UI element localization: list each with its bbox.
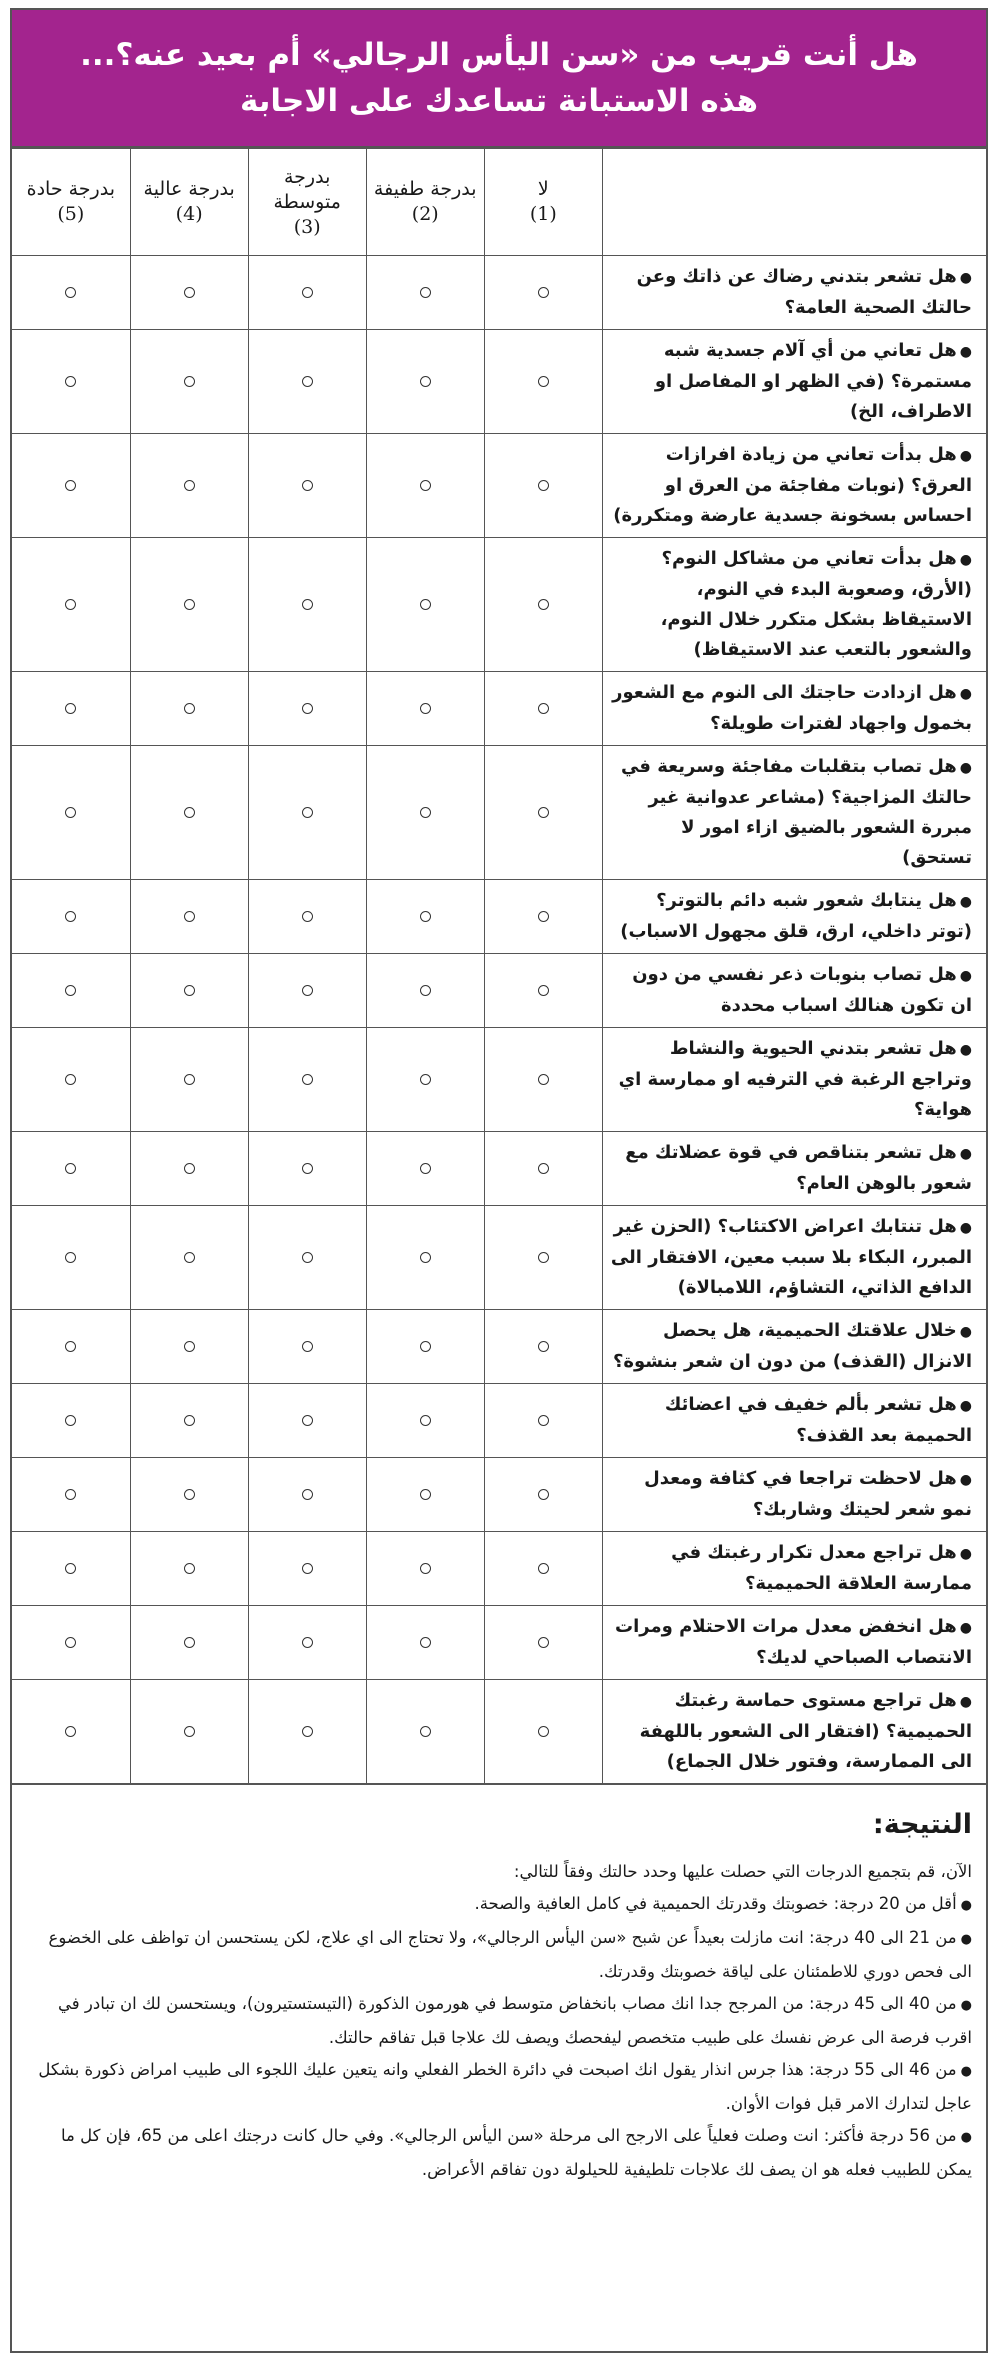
option-cell [366,1206,484,1310]
option-cell [12,672,130,746]
option-cell [248,330,366,434]
radio-option-3[interactable] [302,1637,313,1648]
option-cell [366,746,484,880]
radio-option-4[interactable] [184,1252,195,1263]
option-cell [248,746,366,880]
radio-option-3[interactable] [302,1341,313,1352]
bullet-icon: ● [959,894,972,910]
option-cell [12,330,130,434]
radio-option-2[interactable] [420,807,431,818]
radio-option-3[interactable] [302,1252,313,1263]
radio-option-3[interactable] [302,1163,313,1174]
radio-option-5[interactable] [65,1726,76,1737]
question-text: هل تراجع معدل تكرار رغبتك في ممارسة العلاقة الحميمية؟ [671,1542,972,1594]
option-cell [248,434,366,538]
option-cell [248,1532,366,1606]
title-line-1: هل أنت قريب من «سن اليأس الرجالي» أم بعيد عنه؟... [80,37,918,73]
option-cell [248,1384,366,1458]
option-cell [366,1606,484,1680]
radio-option-2[interactable] [420,1563,431,1574]
radio-option-5[interactable] [65,1637,76,1648]
result-item [26,2054,972,2120]
radio-option-5[interactable] [65,1415,76,1426]
radio-option-3[interactable] [302,911,313,922]
column-label: بدرجة متوسطة [273,165,341,213]
radio-option-4[interactable] [184,1563,195,1574]
option-cell [12,880,130,954]
radio-option-2[interactable] [420,599,431,610]
radio-option-3[interactable] [302,287,313,298]
option-cell [12,538,130,672]
option-cell [366,434,484,538]
table-row [12,256,986,330]
option-cell [130,1310,248,1384]
bullet-icon: ● [960,2064,972,2079]
question-text: هل بدأت تعاني من مشاكل النوم؟ (الأرق، وصعوبة البدء في النوم، الاستيقاظ بشكل متكرر خلال النوم، والشعور بالتعب عند الاستيقاظ) [660,548,972,660]
option-cell [12,1132,130,1206]
option-cell [366,954,484,1028]
column-score: (5) [57,203,85,225]
option-cell [484,954,602,1028]
bullet-icon: ● [960,1898,972,1913]
column-label: بدرجة حادة [26,178,115,200]
option-cell [130,1132,248,1206]
radio-option-2[interactable] [420,1415,431,1426]
radio-option-2[interactable] [420,1074,431,1085]
radio-option-5[interactable] [65,480,76,491]
radio-option-4[interactable] [184,703,195,714]
radio-option-3[interactable] [302,599,313,610]
option-cell [130,538,248,672]
option-cell [366,330,484,434]
result-list [26,1888,972,2186]
radio-option-4[interactable] [184,985,195,996]
option-cell [12,1458,130,1532]
radio-option-1[interactable] [538,287,549,298]
radio-option-3[interactable] [302,1489,313,1500]
option-cell [130,1028,248,1132]
option-cell [366,1310,484,1384]
radio-option-4[interactable] [184,480,195,491]
column-score: (3) [293,215,321,238]
question-cell [602,256,986,330]
question-cell [602,1206,986,1310]
title-banner [12,10,986,148]
column-header-2 [366,149,484,256]
question-text: هل تعاني من أي آلام جسدية شبه مستمرة؟ (في الظهر او المفاصل او الاطراف، الخ) [654,340,972,422]
radio-option-4[interactable] [184,1726,195,1737]
radio-option-4[interactable] [184,287,195,298]
radio-option-2[interactable] [420,985,431,996]
radio-option-2[interactable] [420,1489,431,1500]
option-cell [484,1132,602,1206]
radio-option-5[interactable] [65,985,76,996]
question-text: هل تصاب بتقلبات مفاجئة وسريعة في حالتك المزاجية؟ (مشاعر عدوانية غير مبررة الشعور بالضيق ازاء امور لا تستحق) [620,756,972,868]
question-text: هل تنتابك اعراض الاكتئاب؟ (الحزن غير المبرر، البكاء بلا سبب معين، الافتقار الى الدافع الذاتي، التشاؤم، اللامبالاة) [610,1216,972,1298]
table-row [12,1384,986,1458]
option-cell [130,256,248,330]
option-cell [248,954,366,1028]
bullet-icon: ● [959,1042,972,1058]
option-cell [12,1532,130,1606]
option-cell [12,1310,130,1384]
question-cell [602,746,986,880]
question-cell [602,1606,986,1680]
radio-option-3[interactable] [302,703,313,714]
option-cell [130,672,248,746]
option-cell [130,746,248,880]
option-cell [12,1206,130,1310]
radio-option-5[interactable] [65,1489,76,1500]
option-cell [366,538,484,672]
radio-option-2[interactable] [420,376,431,387]
radio-option-4[interactable] [184,1341,195,1352]
column-label: بدرجة عالية [143,178,235,200]
bullet-icon: ● [960,1998,972,2013]
option-cell [248,1458,366,1532]
option-cell [366,1458,484,1532]
option-cell [484,1532,602,1606]
result-item-text: من 40 الى 45 درجة: من المرجح جدا انك مصاب بانخفاض متوسط في هورمون الذكورة (التيستستيرون)، ويستحسن لك ان تبادر في اقرب فرصة الى عرض نفسك على طبيب متخصص ليفحصك ويصف لك علاجا قبل تفاقم حالتك. [58,1994,972,2047]
table-row [12,1458,986,1532]
radio-option-5[interactable] [65,287,76,298]
radio-option-3[interactable] [302,1726,313,1737]
radio-option-1[interactable] [538,985,549,996]
result-item-text: من 21 الى 40 درجة: انت مازلت بعيداً عن شبح «سن اليأس الرجالي»، ولا تحتاج الى اي علاج، لكن يستحسن ان تواظف على الخضوع الى فحص دوري للاطمئنان على لياقة خصوبتك وقدرتك. [48,1928,972,1981]
radio-option-1[interactable] [538,599,549,610]
radio-option-1[interactable] [538,703,549,714]
column-score: (2) [411,203,439,225]
question-text: هل ازدادت حاجتك الى النوم مع الشعور بخمول واجهاد لفترات طويلة؟ [612,682,972,734]
questionnaire-table [12,148,986,1784]
radio-option-1[interactable] [538,1163,549,1174]
radio-option-4[interactable] [184,376,195,387]
table-row [12,1532,986,1606]
option-cell [248,1132,366,1206]
radio-option-5[interactable] [65,599,76,610]
radio-option-2[interactable] [420,1726,431,1737]
question-cell [602,1028,986,1132]
option-cell [130,954,248,1028]
bullet-icon: ● [960,2130,972,2145]
question-text: هل انخفض معدل مرات الاحتلام ومرات الانتصاب الصباحي لديك؟ [615,1616,972,1668]
radio-option-2[interactable] [420,1341,431,1352]
table-row [12,880,986,954]
option-cell [484,672,602,746]
question-text: هل تراجع مستوى حماسة رغبتك الحميمية؟ (افتقار الى الشعور باللهفة الى الممارسة، وفتور خلال الجماع) [639,1690,972,1772]
option-cell [366,880,484,954]
option-cell [248,538,366,672]
option-cell [12,1606,130,1680]
radio-option-1[interactable] [538,911,549,922]
question-cell [602,1532,986,1606]
table-header-row [12,149,986,256]
option-cell [484,1458,602,1532]
table-row [12,1206,986,1310]
radio-option-5[interactable] [65,1163,76,1174]
radio-option-5[interactable] [65,1074,76,1085]
question-cell [602,954,986,1028]
question-text: هل تشعر بألم خفيف في اعضائك الحميمة بعد القذف؟ [664,1394,972,1446]
result-item [26,1922,972,1988]
bullet-icon: ● [959,1324,972,1340]
question-text: هل لاحظت تراجعا في كثافة ومعدل نمو شعر لحيتك وشاربك؟ [644,1468,972,1520]
option-cell [12,1384,130,1458]
radio-option-5[interactable] [65,703,76,714]
radio-option-1[interactable] [538,807,549,818]
bullet-icon: ● [959,1694,972,1710]
column-score: (1) [529,203,557,225]
question-cell [602,1458,986,1532]
option-cell [130,434,248,538]
option-cell [130,1606,248,1680]
radio-option-5[interactable] [65,376,76,387]
radio-option-2[interactable] [420,703,431,714]
radio-option-4[interactable] [184,911,195,922]
option-cell [484,1028,602,1132]
radio-option-1[interactable] [538,1563,549,1574]
option-cell [484,1384,602,1458]
table-row [12,746,986,880]
radio-option-2[interactable] [420,1637,431,1648]
bullet-icon: ● [959,552,972,568]
option-cell [366,1384,484,1458]
radio-option-2[interactable] [420,1252,431,1263]
radio-option-5[interactable] [65,1341,76,1352]
column-header-1 [484,149,602,256]
option-cell [366,1028,484,1132]
radio-option-3[interactable] [302,1415,313,1426]
radio-option-5[interactable] [65,911,76,922]
table-row [12,1310,986,1384]
question-cell [602,538,986,672]
option-cell [484,880,602,954]
radio-option-5[interactable] [65,1252,76,1263]
table-row [12,330,986,434]
result-item-text: من 46 الى 55 درجة: هذا جرس انذار يقول انك اصبحت في دائرة الخطر الفعلي وانه يتعين عليك اللجوء الى طبيب امراض ذكورة بشكل عاجل لتدارك الامر قبل فوات الأوان. [38,2060,972,2113]
question-text: خلال علاقتك الحميمية، هل يحصل الانزال (القذف) من دون ان شعر بنشوة؟ [612,1320,972,1372]
option-cell [248,1680,366,1784]
radio-option-1[interactable] [538,1489,549,1500]
radio-option-4[interactable] [184,599,195,610]
radio-option-2[interactable] [420,1163,431,1174]
table-row [12,1132,986,1206]
table-row [12,1680,986,1784]
column-header-3 [248,149,366,256]
option-cell [12,1028,130,1132]
bullet-icon: ● [960,1932,972,1947]
radio-option-4[interactable] [184,1074,195,1085]
question-cell [602,1132,986,1206]
result-item-text: أقل من 20 درجة: خصوبتك وقدرتك الحميمية في كامل العافية والصحة. [474,1894,957,1913]
radio-option-1[interactable] [538,1637,549,1648]
radio-option-1[interactable] [538,376,549,387]
option-cell [484,1606,602,1680]
radio-option-1[interactable] [538,1252,549,1263]
bullet-icon: ● [959,270,972,286]
radio-option-3[interactable] [302,480,313,491]
question-text: هل تشعر بتدني رضاك عن ذاتك وعن حالتك الصحية العامة؟ [636,266,972,318]
option-cell [366,256,484,330]
question-cell [602,672,986,746]
option-cell [484,1680,602,1784]
option-cell [130,1206,248,1310]
column-score: (4) [175,203,203,225]
option-cell [248,1606,366,1680]
questionnaire-page [10,8,988,2353]
option-cell [366,672,484,746]
question-text: هل تصاب بنوبات ذعر نفسي من دون ان تكون هنالك اسباب محددة [632,964,972,1016]
option-cell [248,1028,366,1132]
radio-option-2[interactable] [420,480,431,491]
column-header-4 [130,149,248,256]
question-cell [602,330,986,434]
option-cell [484,538,602,672]
radio-option-3[interactable] [302,1563,313,1574]
option-cell [248,256,366,330]
option-cell [366,1132,484,1206]
bullet-icon: ● [959,760,972,776]
radio-option-1[interactable] [538,1726,549,1737]
option-cell [484,746,602,880]
bullet-icon: ● [959,1220,972,1236]
table-row [12,672,986,746]
option-cell [248,1206,366,1310]
radio-option-4[interactable] [184,1489,195,1500]
question-cell [602,434,986,538]
radio-option-3[interactable] [302,807,313,818]
option-cell [12,746,130,880]
radio-option-4[interactable] [184,1163,195,1174]
option-cell [484,1310,602,1384]
bullet-icon: ● [959,1546,972,1562]
question-text: هل بدأت تعاني من زيادة افرازات العرق؟ (نوبات مفاجئة من العرق او احساس بسخونة جسدية عارضة ومتكررة) [613,444,972,526]
table-row [12,1606,986,1680]
question-text: هل تشعر بتدني الحيوية والنشاط وتراجع الرغبة في الترفيه او ممارسة اي هواية؟ [618,1038,972,1120]
bullet-icon: ● [959,1398,972,1414]
result-item [26,1888,972,1922]
option-cell [366,1680,484,1784]
option-cell [130,1458,248,1532]
radio-option-3[interactable] [302,1074,313,1085]
title-line-2: هذه الاستبانة تساعدك على الاجابة [239,83,759,119]
result-item [26,1988,972,2054]
radio-option-2[interactable] [420,911,431,922]
question-text: هل تشعر بتناقص في قوة عضلاتك مع شعور بالوهن العام؟ [625,1142,972,1194]
option-cell [130,330,248,434]
question-text: هل ينتابك شعور شبه دائم بالتوتر؟ (توتر داخلي، ارق، قلق مجهول الاسباب) [620,890,972,942]
result-intro: الآن، قم بتجميع الدرجات التي حصلت عليها وحدد حالتك وفقاً للتالي: [513,1862,972,1881]
option-cell [484,1206,602,1310]
radio-option-1[interactable] [538,1341,549,1352]
radio-option-3[interactable] [302,985,313,996]
option-cell [12,434,130,538]
result-title: النتيجة: [872,1809,972,1840]
radio-option-5[interactable] [65,807,76,818]
question-cell [602,1680,986,1784]
table-row [12,1028,986,1132]
option-cell [130,1532,248,1606]
question-cell [602,880,986,954]
result-item-text: من 56 درجة فأكثر: انت وصلت فعلياً على الارجح الى مرحلة «سن اليأس الرجالي». وفي حال كانت درجتك اعلى من 65، فإن كل ما يمكن للطبيب فعله هو ان يصف لك علاجات تلطيفية للحيلولة دون تفاقم الأعراض. [60,2126,972,2179]
bullet-icon: ● [959,686,972,702]
table-row [12,954,986,1028]
question-cell [602,1310,986,1384]
bullet-icon: ● [959,448,972,464]
option-cell [484,256,602,330]
question-column-header [602,149,986,256]
option-cell [248,1310,366,1384]
option-cell [130,880,248,954]
radio-option-3[interactable] [302,376,313,387]
table-row [12,434,986,538]
option-cell [12,954,130,1028]
column-label: بدرجة طفيفة [373,178,477,200]
bullet-icon: ● [959,1472,972,1488]
radio-option-1[interactable] [538,480,549,491]
result-item [26,2120,972,2186]
radio-option-4[interactable] [184,1415,195,1426]
option-cell [366,1532,484,1606]
option-cell [130,1384,248,1458]
option-cell [484,330,602,434]
option-cell [12,256,130,330]
radio-option-1[interactable] [538,1074,549,1085]
bullet-icon: ● [959,344,972,360]
option-cell [130,1680,248,1784]
radio-option-5[interactable] [65,1563,76,1574]
radio-option-4[interactable] [184,807,195,818]
option-cell [484,434,602,538]
column-label: لا [537,178,549,200]
radio-option-4[interactable] [184,1637,195,1648]
table-row [12,538,986,672]
question-cell [602,1384,986,1458]
bullet-icon: ● [959,968,972,984]
option-cell [12,1680,130,1784]
bullet-icon: ● [959,1620,972,1636]
result-section [12,1784,986,2186]
option-cell [248,672,366,746]
radio-option-2[interactable] [420,287,431,298]
radio-option-1[interactable] [538,1415,549,1426]
option-cell [248,880,366,954]
column-header-5 [12,149,130,256]
bullet-icon: ● [959,1146,972,1162]
